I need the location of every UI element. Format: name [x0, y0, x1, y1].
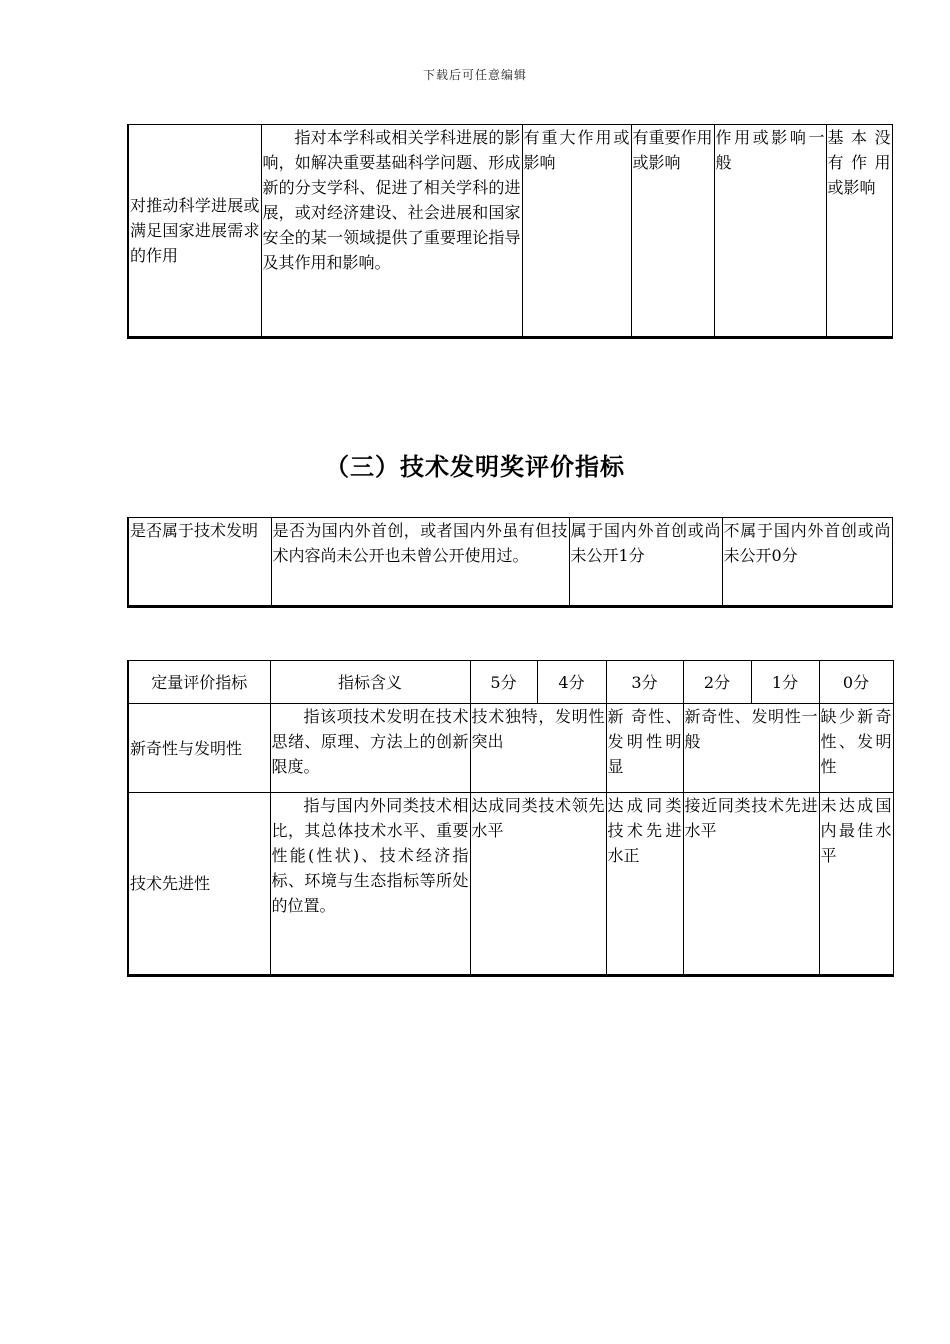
- level-major-cell: 有重大作用或影响: [522, 125, 631, 338]
- score-0-cell: 缺少新奇性、发明性: [819, 704, 893, 793]
- table-row: [128, 125, 892, 338]
- criterion-cell: 技术先进性: [128, 793, 270, 976]
- page-header: 下载后可任意编辑: [422, 68, 527, 82]
- table-row: [128, 704, 893, 793]
- meaning-cell: 指对本学科或相关学科进展的影响，如解决重要基础科学问题、形成新的分支学科、促进了相关学科的进展，或对经济建设、社会进展和国家安全的某一领域提供了重要理论指导及其作用和影响。: [261, 125, 522, 338]
- level-none-cell: 基本没有作用或影响: [826, 125, 892, 338]
- score-2-1-cell: 新奇性、发明性一般: [683, 704, 819, 793]
- table-row: [128, 793, 893, 976]
- header-score-3: 3分: [606, 661, 683, 704]
- header-score-1: 1分: [751, 661, 819, 704]
- score-5-4-cell: 达成同类技术领先水平: [470, 793, 606, 976]
- not-first-cell: 不属于国内外首创或尚未公开0分: [722, 518, 892, 607]
- header-meaning: 指标含义: [270, 661, 470, 704]
- table-row: [128, 518, 892, 607]
- criterion-cell: 对推动科学进展或满足国家进展需求的作用: [128, 125, 261, 338]
- criterion-cell: 是否属于技术发明: [128, 518, 271, 607]
- level-general-cell: 作用或影响一般: [714, 125, 826, 338]
- header-score-5: 5分: [470, 661, 537, 704]
- science-progress-table: [127, 124, 893, 339]
- header-score-2: 2分: [683, 661, 751, 704]
- score-3-cell: 达成同类技术先进水正: [606, 793, 683, 976]
- header-criterion: 定量评价指标: [128, 661, 270, 704]
- meaning-cell: 指该项技术发明在技术思绪、原理、方法上的创新限度。: [270, 704, 470, 793]
- section-title: （三）技术发明奖评价指标: [325, 453, 625, 481]
- quantitative-evaluation-table: [127, 660, 894, 977]
- meaning-cell: 是否为国内外首创，或者国内外虽有但技术内容尚未公开也未曾公开使用过。: [271, 518, 569, 607]
- score-5-4-cell: 技术独特，发明性突出: [470, 704, 606, 793]
- invention-qualification-table: [127, 517, 893, 608]
- header-score-0: 0分: [819, 661, 893, 704]
- first-in-world-cell: 属于国内外首创或尚未公开1分: [569, 518, 722, 607]
- level-important-cell: 有重要作用或影响: [631, 125, 714, 338]
- header-score-4: 4分: [537, 661, 606, 704]
- score-0-cell: 未达成国内最佳水平: [819, 793, 893, 976]
- table-header-row: [128, 661, 893, 704]
- score-2-1-cell: 接近同类技术先进水平: [683, 793, 819, 976]
- meaning-cell: 指与国内外同类技术相比，其总体技术水平、重要性能(性状)、技术经济指标、环境与生态指标等所处的位置。: [270, 793, 470, 976]
- score-3-cell: 新 奇性、发明性明显: [606, 704, 683, 793]
- criterion-cell: 新奇性与发明性: [128, 704, 270, 793]
